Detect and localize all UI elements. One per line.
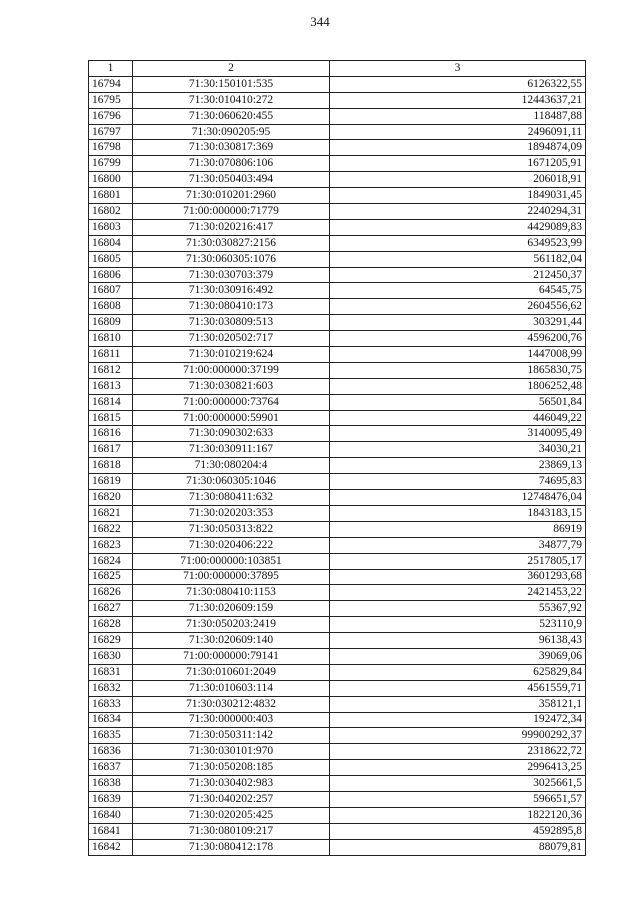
cadastral-number-cell: 71:30:010219:624 bbox=[133, 347, 330, 363]
column-header-cadastral-number: 2 bbox=[133, 61, 330, 77]
cadastral-number-cell: 71:30:030817:369 bbox=[133, 140, 330, 156]
value-cell: 99900292,37 bbox=[330, 728, 586, 744]
row-number-cell: 16830 bbox=[89, 648, 133, 664]
table-body bbox=[89, 76, 586, 855]
column-header-value: 3 bbox=[330, 61, 586, 77]
row-number-cell: 16796 bbox=[89, 108, 133, 124]
value-cell: 2604556,62 bbox=[330, 299, 586, 315]
value-cell: 34030,21 bbox=[330, 442, 586, 458]
table-row bbox=[89, 807, 586, 823]
cadastral-number-cell: 71:30:030827:2156 bbox=[133, 235, 330, 251]
cadastral-number-cell: 71:30:020216:417 bbox=[133, 219, 330, 235]
value-cell: 206018,91 bbox=[330, 172, 586, 188]
row-number-cell: 16815 bbox=[89, 410, 133, 426]
table-row bbox=[89, 585, 586, 601]
table-row bbox=[89, 76, 586, 92]
table-row bbox=[89, 188, 586, 204]
row-number-cell: 16808 bbox=[89, 299, 133, 315]
value-cell: 2421453,22 bbox=[330, 585, 586, 601]
table-row bbox=[89, 299, 586, 315]
row-number-cell: 16812 bbox=[89, 362, 133, 378]
value-cell: 4592895,8 bbox=[330, 823, 586, 839]
value-cell: 4561559,71 bbox=[330, 680, 586, 696]
cadastral-number-cell: 71:30:080410:1153 bbox=[133, 585, 330, 601]
row-number-cell: 16823 bbox=[89, 537, 133, 553]
table-row bbox=[89, 760, 586, 776]
value-cell: 1865830,75 bbox=[330, 362, 586, 378]
value-cell: 1806252,48 bbox=[330, 378, 586, 394]
row-number-cell: 16817 bbox=[89, 442, 133, 458]
row-number-cell: 16816 bbox=[89, 426, 133, 442]
value-cell: 2517805,17 bbox=[330, 553, 586, 569]
cadastral-number-cell: 71:30:050203:2419 bbox=[133, 617, 330, 633]
row-number-cell: 16810 bbox=[89, 331, 133, 347]
row-number-cell: 16824 bbox=[89, 553, 133, 569]
cadastral-number-cell: 71:30:010603:114 bbox=[133, 680, 330, 696]
cadastral-number-cell: 71:30:020203:353 bbox=[133, 505, 330, 521]
table-row bbox=[89, 696, 586, 712]
row-number-cell: 16841 bbox=[89, 823, 133, 839]
value-cell: 3025661,5 bbox=[330, 776, 586, 792]
row-number-cell: 16836 bbox=[89, 744, 133, 760]
table-row bbox=[89, 347, 586, 363]
value-cell: 96138,43 bbox=[330, 633, 586, 649]
value-cell: 192472,34 bbox=[330, 712, 586, 728]
table-row bbox=[89, 776, 586, 792]
cadastral-number-cell: 71:30:050311:142 bbox=[133, 728, 330, 744]
row-number-cell: 16825 bbox=[89, 569, 133, 585]
cadastral-number-cell: 71:30:030703:379 bbox=[133, 267, 330, 283]
row-number-cell: 16805 bbox=[89, 251, 133, 267]
cadastral-number-cell: 71:30:060305:1076 bbox=[133, 251, 330, 267]
table-row bbox=[89, 108, 586, 124]
table-row bbox=[89, 839, 586, 855]
value-cell: 625829,84 bbox=[330, 664, 586, 680]
cadastral-number-cell: 71:30:020609:140 bbox=[133, 633, 330, 649]
value-cell: 561182,04 bbox=[330, 251, 586, 267]
value-cell: 56501,84 bbox=[330, 394, 586, 410]
table-row bbox=[89, 474, 586, 490]
table-row bbox=[89, 553, 586, 569]
value-cell: 34877,79 bbox=[330, 537, 586, 553]
table-row bbox=[89, 458, 586, 474]
table-row bbox=[89, 442, 586, 458]
table-row bbox=[89, 315, 586, 331]
row-number-cell: 16811 bbox=[89, 347, 133, 363]
value-cell: 2996413,25 bbox=[330, 760, 586, 776]
row-number-cell: 16820 bbox=[89, 490, 133, 506]
table-row bbox=[89, 648, 586, 664]
cadastral-number-cell: 71:30:020205:425 bbox=[133, 807, 330, 823]
cadastral-number-cell: 71:30:030809:513 bbox=[133, 315, 330, 331]
table-row bbox=[89, 728, 586, 744]
cadastral-number-cell: 71:30:050313:822 bbox=[133, 521, 330, 537]
cadastral-number-cell: 71:30:080412:178 bbox=[133, 839, 330, 855]
table-row bbox=[89, 712, 586, 728]
cadastral-number-cell: 71:30:030402:983 bbox=[133, 776, 330, 792]
table-row bbox=[89, 791, 586, 807]
value-cell: 12443637,21 bbox=[330, 92, 586, 108]
row-number-cell: 16813 bbox=[89, 378, 133, 394]
table-row bbox=[89, 172, 586, 188]
table-row bbox=[89, 267, 586, 283]
value-cell: 55367,92 bbox=[330, 601, 586, 617]
table-row bbox=[89, 823, 586, 839]
cadastral-number-cell: 71:30:010201:2960 bbox=[133, 188, 330, 204]
table-row bbox=[89, 92, 586, 108]
table-row bbox=[89, 569, 586, 585]
cadastral-number-cell: 71:30:090302:633 bbox=[133, 426, 330, 442]
value-cell: 446049,22 bbox=[330, 410, 586, 426]
page-number: 344 bbox=[310, 14, 330, 29]
row-number-cell: 16804 bbox=[89, 235, 133, 251]
value-cell: 596651,57 bbox=[330, 791, 586, 807]
table-row bbox=[89, 601, 586, 617]
value-cell: 1894874,09 bbox=[330, 140, 586, 156]
cadastral-number-cell: 71:30:020502:717 bbox=[133, 331, 330, 347]
cadastral-number-cell: 71:00:000000:59901 bbox=[133, 410, 330, 426]
cadastral-value-table bbox=[88, 60, 586, 856]
cadastral-number-cell: 71:30:000000:403 bbox=[133, 712, 330, 728]
value-cell: 2240294,31 bbox=[330, 204, 586, 220]
value-cell: 4429089,83 bbox=[330, 219, 586, 235]
cadastral-number-cell: 71:30:060620:455 bbox=[133, 108, 330, 124]
table-row bbox=[89, 140, 586, 156]
cadastral-number-cell: 71:00:000000:37199 bbox=[133, 362, 330, 378]
row-number-cell: 16834 bbox=[89, 712, 133, 728]
value-cell: 2318622,72 bbox=[330, 744, 586, 760]
value-cell: 118487,88 bbox=[330, 108, 586, 124]
row-number-cell: 16827 bbox=[89, 601, 133, 617]
row-number-cell: 16819 bbox=[89, 474, 133, 490]
cadastral-number-cell: 71:30:030916:492 bbox=[133, 283, 330, 299]
table-row bbox=[89, 124, 586, 140]
column-header-number: 1 bbox=[89, 61, 133, 77]
table-row bbox=[89, 490, 586, 506]
row-number-cell: 16840 bbox=[89, 807, 133, 823]
value-cell: 6126322,55 bbox=[330, 76, 586, 92]
cadastral-number-cell: 71:00:000000:71779 bbox=[133, 204, 330, 220]
table-row bbox=[89, 219, 586, 235]
value-cell: 39069,06 bbox=[330, 648, 586, 664]
table-row bbox=[89, 394, 586, 410]
row-number-cell: 16797 bbox=[89, 124, 133, 140]
value-cell: 523110,9 bbox=[330, 617, 586, 633]
cadastral-number-cell: 71:30:150101:535 bbox=[133, 76, 330, 92]
table-row bbox=[89, 251, 586, 267]
table-row bbox=[89, 410, 586, 426]
row-number-cell: 16814 bbox=[89, 394, 133, 410]
row-number-cell: 16818 bbox=[89, 458, 133, 474]
value-cell: 3601293,68 bbox=[330, 569, 586, 585]
table-row bbox=[89, 505, 586, 521]
value-cell: 303291,44 bbox=[330, 315, 586, 331]
table-row bbox=[89, 204, 586, 220]
table-row bbox=[89, 156, 586, 172]
row-number-cell: 16800 bbox=[89, 172, 133, 188]
row-number-cell: 16802 bbox=[89, 204, 133, 220]
cadastral-number-cell: 71:00:000000:73764 bbox=[133, 394, 330, 410]
row-number-cell: 16829 bbox=[89, 633, 133, 649]
cadastral-number-cell: 71:30:010410:272 bbox=[133, 92, 330, 108]
header-row bbox=[89, 61, 586, 77]
cadastral-number-cell: 71:30:080411:632 bbox=[133, 490, 330, 506]
value-cell: 86919 bbox=[330, 521, 586, 537]
cadastral-number-cell: 71:30:050208:185 bbox=[133, 760, 330, 776]
row-number-cell: 16794 bbox=[89, 76, 133, 92]
cadastral-number-cell: 71:30:030212:4832 bbox=[133, 696, 330, 712]
value-cell: 23869,13 bbox=[330, 458, 586, 474]
table-row bbox=[89, 362, 586, 378]
cadastral-number-cell: 71:00:000000:37895 bbox=[133, 569, 330, 585]
cadastral-number-cell: 71:30:050403:494 bbox=[133, 172, 330, 188]
value-cell: 212450,37 bbox=[330, 267, 586, 283]
table-row bbox=[89, 744, 586, 760]
table-row bbox=[89, 521, 586, 537]
row-number-cell: 16838 bbox=[89, 776, 133, 792]
row-number-cell: 16832 bbox=[89, 680, 133, 696]
cadastral-number-cell: 71:30:020406:222 bbox=[133, 537, 330, 553]
cadastral-number-cell: 71:30:070806:106 bbox=[133, 156, 330, 172]
table-row bbox=[89, 331, 586, 347]
cadastral-number-cell: 71:30:030821:603 bbox=[133, 378, 330, 394]
value-cell: 1671205,91 bbox=[330, 156, 586, 172]
value-cell: 1822120,36 bbox=[330, 807, 586, 823]
row-number-cell: 16833 bbox=[89, 696, 133, 712]
value-cell: 1843183,15 bbox=[330, 505, 586, 521]
cadastral-number-cell: 71:30:030101:970 bbox=[133, 744, 330, 760]
cadastral-number-cell: 71:00:000000:103851 bbox=[133, 553, 330, 569]
row-number-cell: 16842 bbox=[89, 839, 133, 855]
value-cell: 1849031,45 bbox=[330, 188, 586, 204]
row-number-cell: 16798 bbox=[89, 140, 133, 156]
value-cell: 12748476,04 bbox=[330, 490, 586, 506]
cadastral-number-cell: 71:30:030911:167 bbox=[133, 442, 330, 458]
row-number-cell: 16806 bbox=[89, 267, 133, 283]
row-number-cell: 16839 bbox=[89, 791, 133, 807]
row-number-cell: 16831 bbox=[89, 664, 133, 680]
value-cell: 2496091,11 bbox=[330, 124, 586, 140]
table-row bbox=[89, 283, 586, 299]
row-number-cell: 16821 bbox=[89, 505, 133, 521]
value-cell: 74695,83 bbox=[330, 474, 586, 490]
table-row bbox=[89, 537, 586, 553]
table-row bbox=[89, 664, 586, 680]
table-row bbox=[89, 680, 586, 696]
row-number-cell: 16835 bbox=[89, 728, 133, 744]
row-number-cell: 16799 bbox=[89, 156, 133, 172]
value-cell: 4596200,76 bbox=[330, 331, 586, 347]
table-header bbox=[89, 61, 586, 77]
cadastral-number-cell: 71:30:080109:217 bbox=[133, 823, 330, 839]
value-cell: 64545,75 bbox=[330, 283, 586, 299]
table-row bbox=[89, 235, 586, 251]
row-number-cell: 16828 bbox=[89, 617, 133, 633]
cadastral-number-cell: 71:30:010601:2049 bbox=[133, 664, 330, 680]
cadastral-number-cell: 71:30:090205:95 bbox=[133, 124, 330, 140]
cadastral-number-cell: 71:30:080204:4 bbox=[133, 458, 330, 474]
value-cell: 3140095,49 bbox=[330, 426, 586, 442]
value-cell: 6349523,99 bbox=[330, 235, 586, 251]
row-number-cell: 16795 bbox=[89, 92, 133, 108]
row-number-cell: 16803 bbox=[89, 219, 133, 235]
cadastral-number-cell: 71:30:020609:159 bbox=[133, 601, 330, 617]
value-cell: 88079,81 bbox=[330, 839, 586, 855]
cadastral-number-cell: 71:30:060305:1046 bbox=[133, 474, 330, 490]
cadastral-number-cell: 71:30:080410:173 bbox=[133, 299, 330, 315]
value-cell: 358121,1 bbox=[330, 696, 586, 712]
value-cell: 1447008,99 bbox=[330, 347, 586, 363]
row-number-cell: 16809 bbox=[89, 315, 133, 331]
row-number-cell: 16837 bbox=[89, 760, 133, 776]
cadastral-number-cell: 71:00:000000:79141 bbox=[133, 648, 330, 664]
table-row bbox=[89, 633, 586, 649]
table-row bbox=[89, 617, 586, 633]
row-number-cell: 16826 bbox=[89, 585, 133, 601]
table-row bbox=[89, 378, 586, 394]
row-number-cell: 16801 bbox=[89, 188, 133, 204]
row-number-cell: 16822 bbox=[89, 521, 133, 537]
cadastral-number-cell: 71:30:040202:257 bbox=[133, 791, 330, 807]
table-row bbox=[89, 426, 586, 442]
row-number-cell: 16807 bbox=[89, 283, 133, 299]
